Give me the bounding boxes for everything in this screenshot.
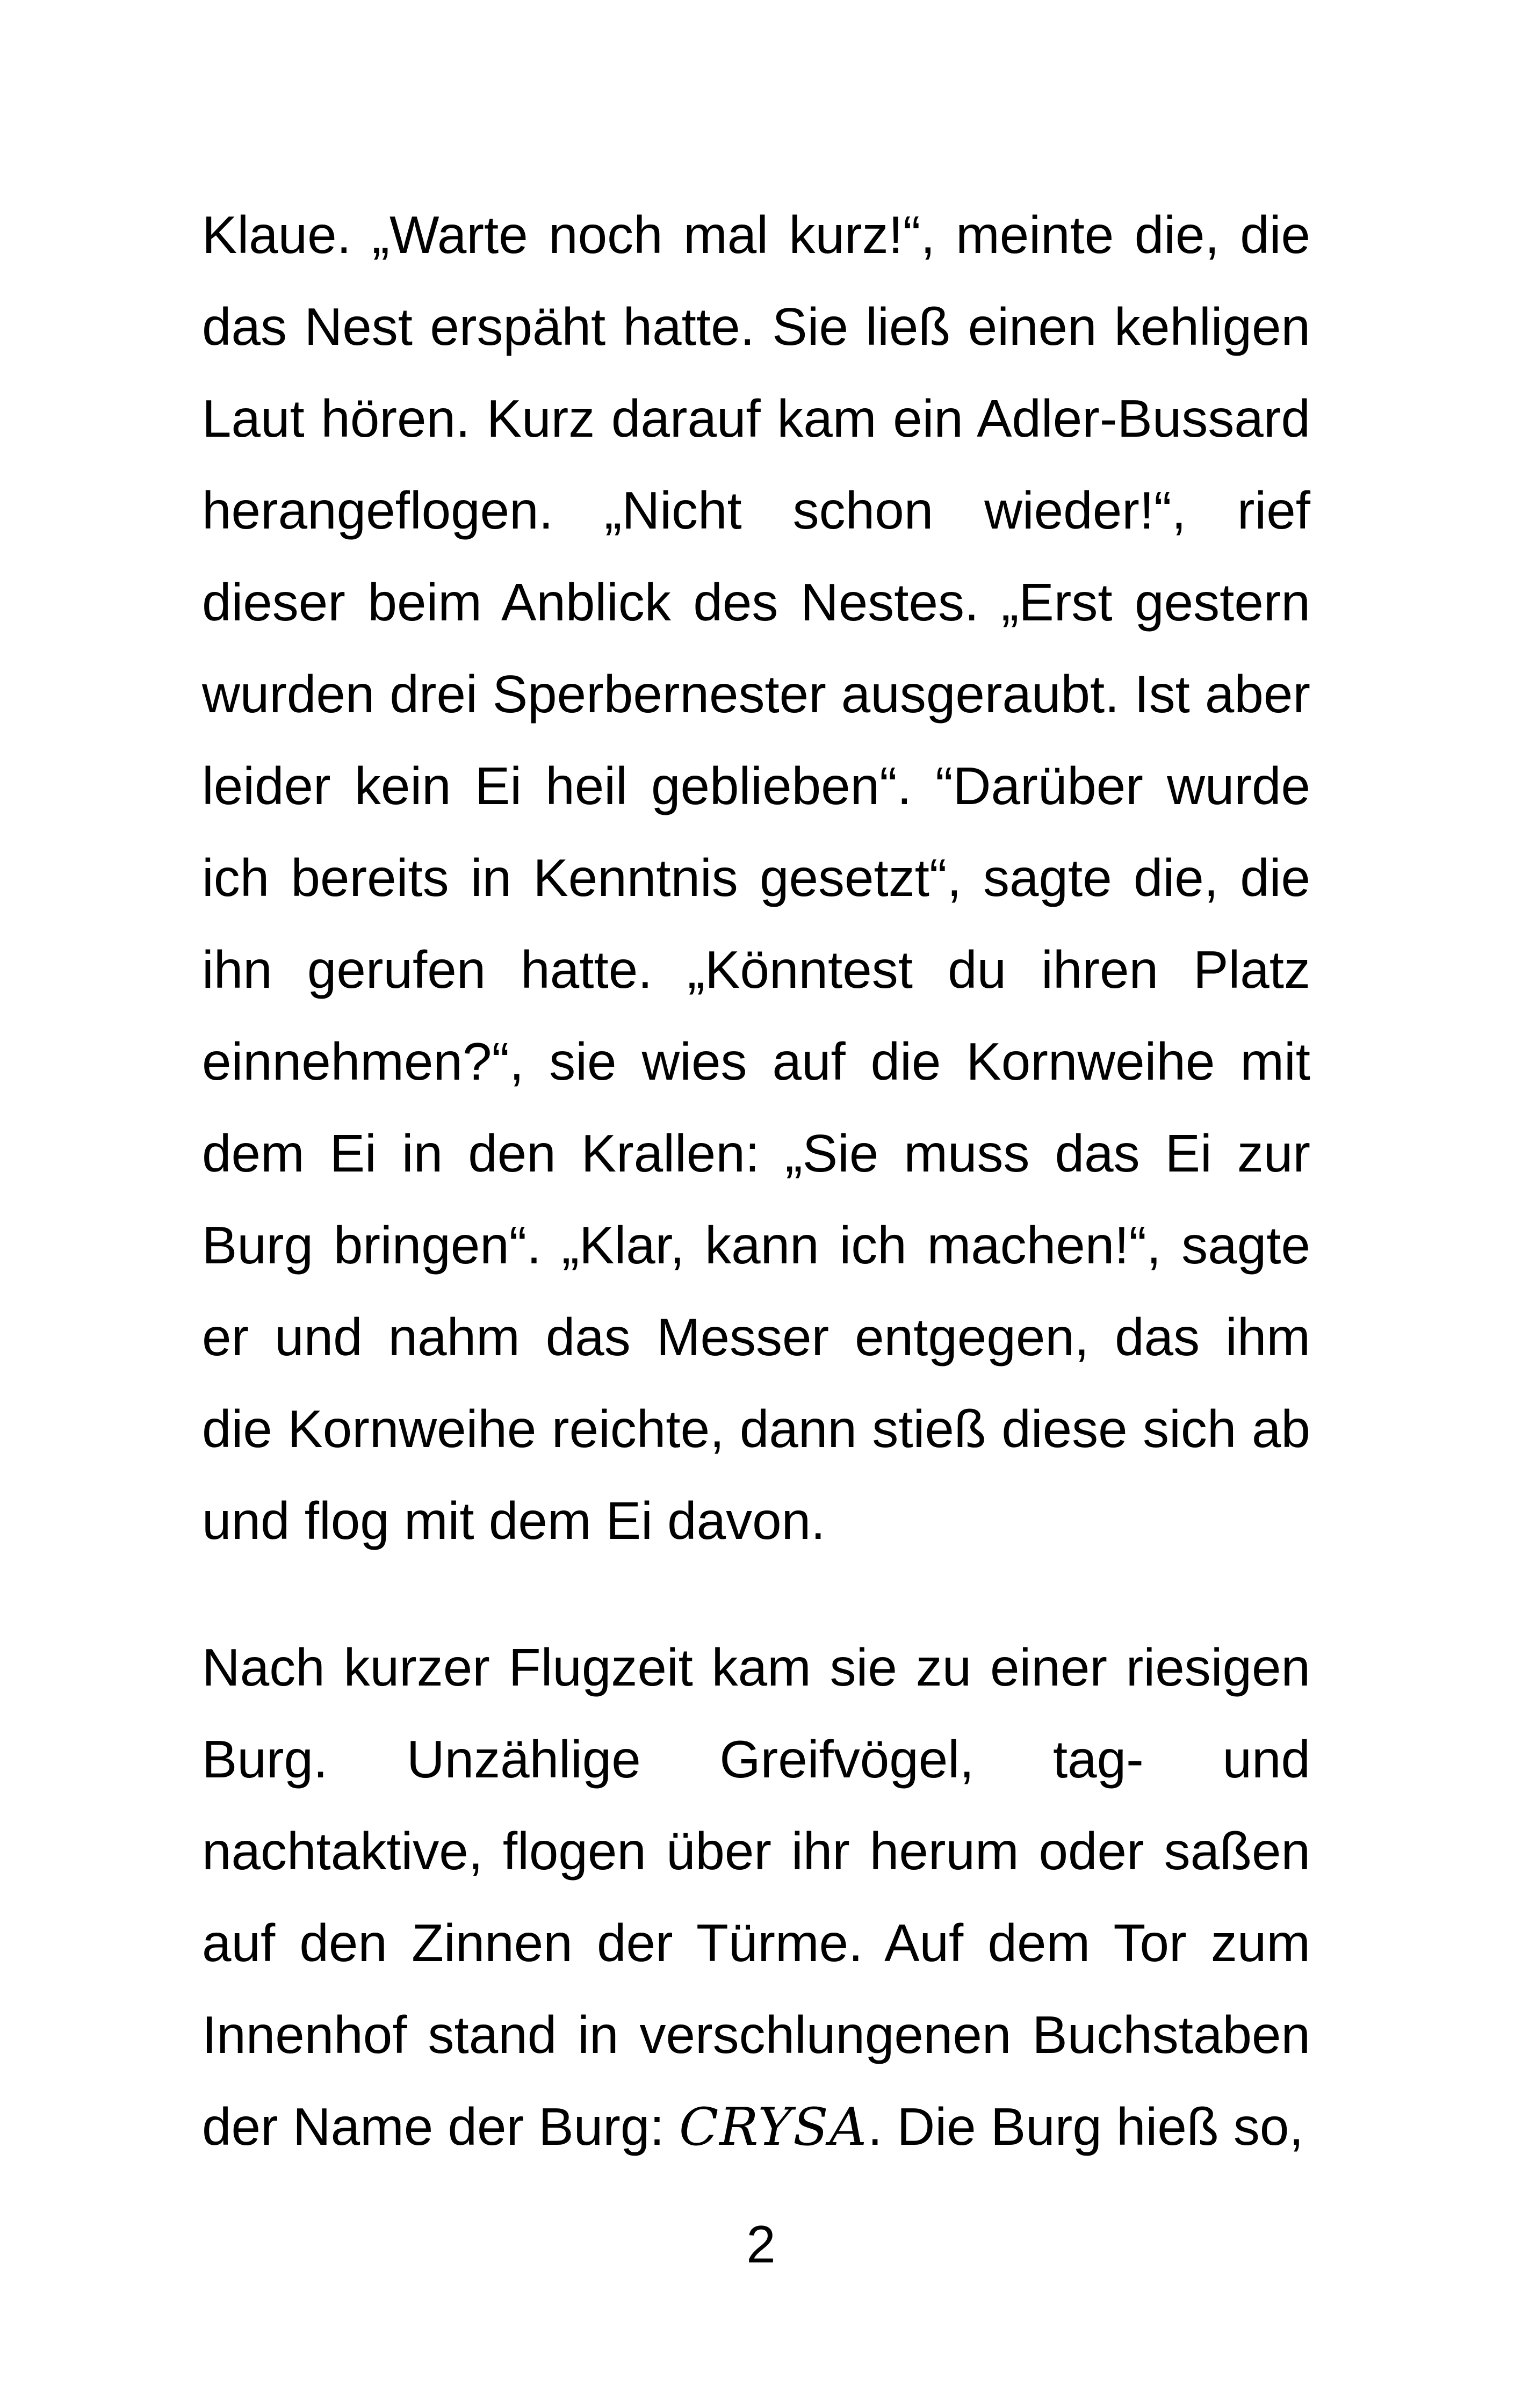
paragraph-1 (202, 189, 1310, 1567)
castle-name: CRYSA (679, 2097, 868, 2157)
paragraph-2-text-after: . Die Burg hieß so, (868, 2097, 1304, 2156)
paragraph-2 (202, 1622, 1310, 2173)
page-number: 2 (746, 2215, 776, 2274)
paragraph-1-text: Klaue. „Warte noch mal kurz!“, meinte die, die das Nest erspäht hatte. Sie ließ einen kehligen Laut hören. Kurz darauf kam ein Adler-Bussard herangeflogen. „Nicht schon wieder!“, rief dieser beim Anblick des Nestes. „Erst gestern wurden drei Sperbernester ausgeraubt. Ist aber leider kein Ei heil geblieben“. “Darüber wurde ich bereits in Kenntnis gesetzt“, sagte die, die ihn gerufen hatte. „Könntest du ihren Platz einnehmen?“, sie wies auf die Kornweihe mit dem Ei in den Krallen: „Sie muss das Ei zur Burg bringen“. „Klar, kann ich machen!“, sagte er und nahm das Messer entgegen, das ihm die Kornweihe reichte, dann stieß diese sich ab und flog mit dem Ei davon. (202, 205, 1310, 1550)
paragraph-2-text-before: Nach kurzer Flugzeit kam sie zu einer riesigen Burg. Unzählige Greifvögel, tag- und nachtaktive, flogen über ihr herum oder saßen auf den Zinnen der Türme. Auf dem Tor zum Innenhof stand in verschlungenen Buchstaben der Name der Burg: (202, 1638, 1310, 2156)
